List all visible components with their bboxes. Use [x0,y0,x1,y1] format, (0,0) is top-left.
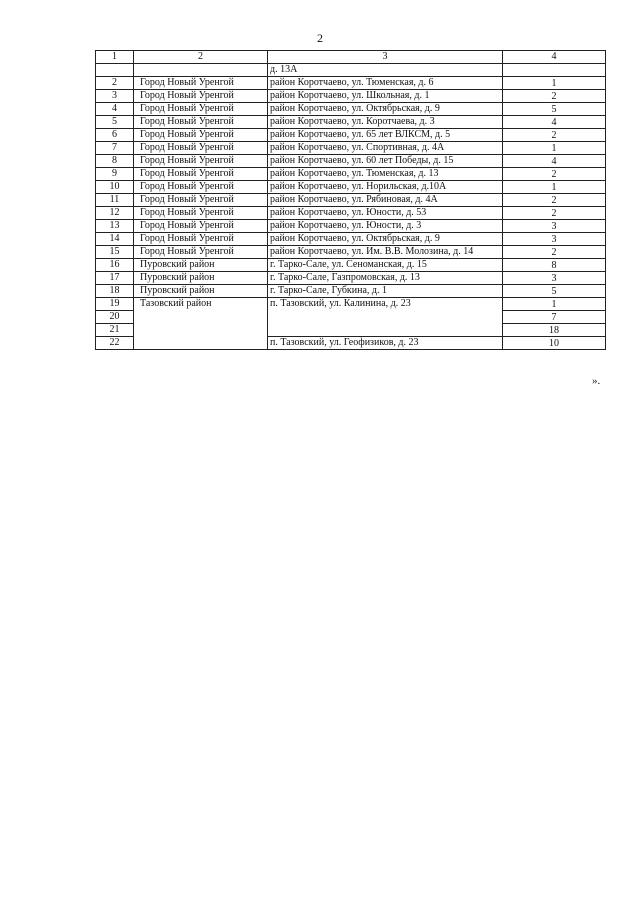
district-cell: Город Новый Уренгой [134,155,268,168]
address-cell: район Коротчаево, ул. Коротчаева, д. 3 [268,116,503,129]
row-number: 7 [96,142,134,155]
table-row [96,129,606,142]
row-number: 16 [96,259,134,272]
table-row [96,207,606,220]
count-cell: 2 [503,194,606,207]
row-number: 4 [96,103,134,116]
table-row [96,285,606,298]
district-cell: Город Новый Уренгой [134,220,268,233]
table-row [96,298,606,311]
count-cell: 2 [503,90,606,103]
count-cell: 2 [503,246,606,259]
count-cell: 4 [503,155,606,168]
address-cell: район Коротчаево, ул. Юности, д. 3 [268,220,503,233]
district-cell: Город Новый Уренгой [134,246,268,259]
table-row [96,233,606,246]
address-table [95,50,606,350]
table-row [96,246,606,259]
count-cell: 2 [503,168,606,181]
count-cell: 1 [503,298,606,311]
header-cell: 2 [134,51,268,64]
address-cell: район Коротчаево, ул. Норильская, д.10А [268,181,503,194]
district-cell: Город Новый Уренгой [134,181,268,194]
district-cell: Пуровский район [134,259,268,272]
row-number: 15 [96,246,134,259]
address-cell: район Коротчаево, ул. 65 лет ВЛКСМ, д. 5 [268,129,503,142]
count-cell: 4 [503,116,606,129]
count-cell: 10 [503,337,606,350]
count-cell: 5 [503,103,606,116]
row-number: 2 [96,77,134,90]
address-cell: район Коротчаево, ул. Тюменская, д. 6 [268,77,503,90]
header-cell: 4 [503,51,606,64]
row-number: 17 [96,272,134,285]
count-cell: 1 [503,77,606,90]
row-number: 9 [96,168,134,181]
district-cell: Пуровский район [134,285,268,298]
closing-quote: ». [592,375,601,387]
district-cell: Город Новый Уренгой [134,207,268,220]
count-cell: 18 [503,324,606,337]
address-cell: район Коротчаево, ул. Рябиновая, д. 4А [268,194,503,207]
table-row [96,220,606,233]
row-number: 10 [96,181,134,194]
address-cell: п. Тазовский, ул. Калинина, д. 23 [268,298,503,337]
district-cell: Город Новый Уренгой [134,168,268,181]
address-cell: район Коротчаево, ул. Октябрьская, д. 9 [268,103,503,116]
count-cell: 3 [503,233,606,246]
row-number: 11 [96,194,134,207]
table-row [96,194,606,207]
row-number: 22 [96,337,134,350]
header-cell: 3 [268,51,503,64]
address-cell: район Коротчаево, ул. Школьная, д. 1 [268,90,503,103]
row-number: 8 [96,155,134,168]
row-number: 6 [96,129,134,142]
district-cell: Город Новый Уренгой [134,142,268,155]
address-cell: г. Тарко-Сале, Газпромовская, д. 13 [268,272,503,285]
district-cell: Город Новый Уренгой [134,194,268,207]
count-cell: 2 [503,207,606,220]
header-cell: 1 [96,51,134,64]
count-cell: 7 [503,311,606,324]
district-cell: Город Новый Уренгой [134,129,268,142]
address-cell: район Коротчаево, ул. Тюменская, д. 13 [268,168,503,181]
address-cell: район Коротчаево, ул. Спортивная, д. 4А [268,142,503,155]
table-row [96,116,606,129]
district-cell: Город Новый Уренгой [134,116,268,129]
district-cell: Город Новый Уренгой [134,233,268,246]
table-row [96,181,606,194]
address-cell: район Коротчаево, ул. 60 лет Победы, д. 15 [268,155,503,168]
address-cell: район Коротчаево, ул. Юности, д. 53 [268,207,503,220]
count-cell: 8 [503,259,606,272]
table-row [96,90,606,103]
address-cell: г. Тарко-Сале, ул. Сеноманская, д. 15 [268,259,503,272]
table-row [96,272,606,285]
table-row [96,155,606,168]
row-number: 5 [96,116,134,129]
table-header-row [96,51,606,64]
count-cell: 3 [503,220,606,233]
table-row [96,103,606,116]
district-cell: Город Новый Уренгой [134,77,268,90]
count-cell: 2 [503,129,606,142]
row-number: 13 [96,220,134,233]
page-number: 2 [317,31,323,45]
row-number: 12 [96,207,134,220]
row-number: 21 [96,324,134,337]
address-cell: г. Тарко-Сале, Губкина, д. 1 [268,285,503,298]
continuation-text: д. 13А [268,64,503,77]
continuation-row [96,64,606,77]
row-number: 18 [96,285,134,298]
row-number: 20 [96,311,134,324]
table-row [96,77,606,90]
table-row [96,259,606,272]
count-cell: 3 [503,272,606,285]
district-cell: Пуровский район [134,272,268,285]
row-number: 3 [96,90,134,103]
row-number: 14 [96,233,134,246]
district-cell: Тазовский район [134,298,268,350]
district-cell: Город Новый Уренгой [134,103,268,116]
address-cell: п. Тазовский, ул. Геофизиков, д. 23 [268,337,503,350]
count-cell: 1 [503,142,606,155]
district-cell: Город Новый Уренгой [134,90,268,103]
table-row [96,142,606,155]
count-cell: 1 [503,181,606,194]
address-cell: район Коротчаево, ул. Октябрьская, д. 9 [268,233,503,246]
count-cell: 5 [503,285,606,298]
row-number: 19 [96,298,134,311]
address-cell: район Коротчаево, ул. Им. В.В. Молозина, д. 14 [268,246,503,259]
table-row [96,168,606,181]
